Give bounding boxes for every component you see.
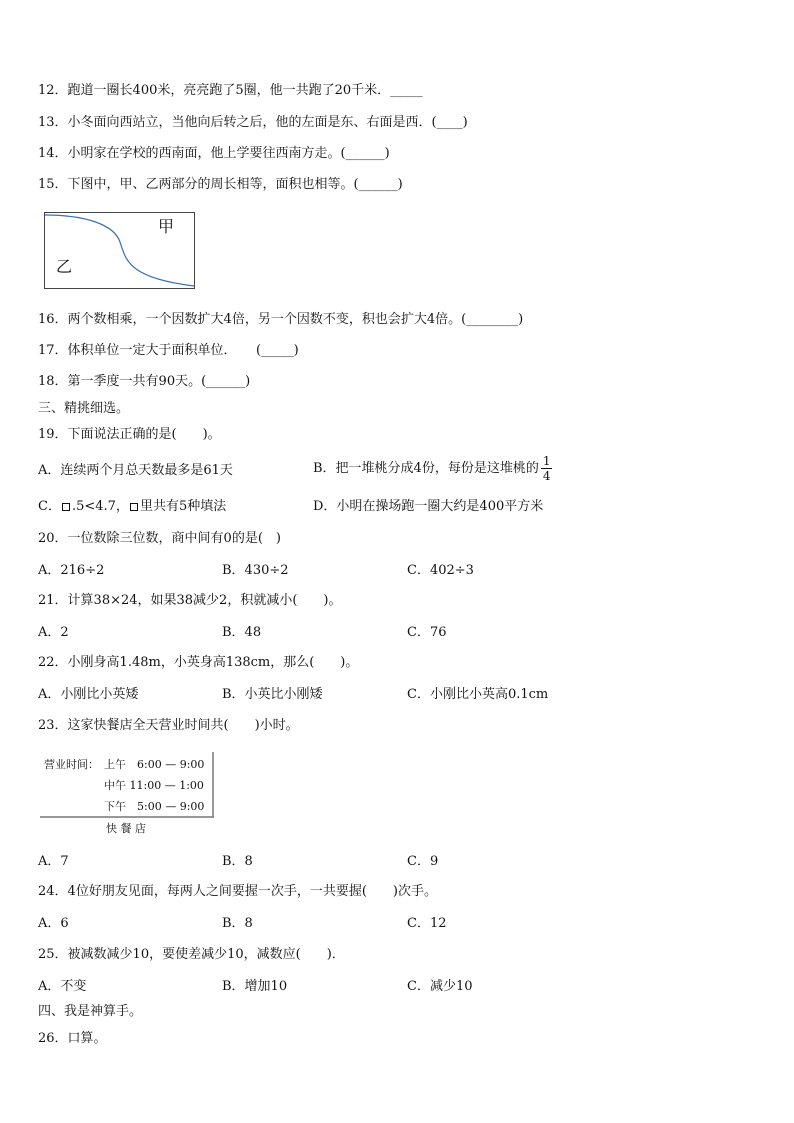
hours-heading: 营业时间： bbox=[44, 758, 99, 771]
sign-caption: 快 餐 店 bbox=[106, 822, 146, 835]
option-20a: A．216÷2 bbox=[38, 563, 105, 578]
hours-morning: 上午 6:00 — 9:00 bbox=[104, 758, 205, 771]
question-13: 13．小冬面向西站立，当他向后转之后，他的左面是东、右面是西．(____) bbox=[38, 115, 468, 130]
option-23b: B．8 bbox=[222, 854, 253, 869]
option-24c: C．12 bbox=[407, 916, 447, 931]
option-22a: A．小刚比小英矮 bbox=[38, 687, 139, 702]
option-24b: B．8 bbox=[222, 916, 253, 931]
option-21a: A．2 bbox=[38, 625, 69, 640]
fraction-numerator: 1 bbox=[542, 454, 551, 468]
option-19b-text: B．把一堆桃分成4份，每份是这堆桃的 bbox=[313, 461, 539, 476]
question-18: 18．第一季度一共有90天。(______) bbox=[38, 374, 251, 389]
option-23a: A．7 bbox=[38, 854, 69, 869]
option-21c: C．76 bbox=[407, 625, 447, 640]
section-3-heading: 三、精挑细选。 bbox=[38, 401, 130, 416]
question-22: 22．小刚身高1.48m，小英身高138cm，那么( )。 bbox=[38, 655, 359, 670]
option-25b: B．增加10 bbox=[222, 979, 288, 994]
option-19d: D．小明在操场跑一圈大约是400平方米 bbox=[313, 499, 544, 514]
hours-noon: 中午 11:00 — 1:00 bbox=[104, 779, 204, 792]
option-25a: A．不变 bbox=[38, 979, 87, 994]
question-23: 23．这家快餐店全天营业时间共( )小时。 bbox=[38, 718, 299, 733]
question-14: 14．小明家在学校的西南面，他上学要往西南方走。(______) bbox=[38, 146, 390, 161]
label-jia: 甲 bbox=[158, 217, 175, 236]
option-24a: A．6 bbox=[38, 916, 69, 931]
question-19: 19．下面说法正确的是( )。 bbox=[38, 427, 221, 442]
option-19a: A．连续两个月总天数最多是61天 bbox=[38, 463, 233, 478]
option-19c-inequality: .5<4.7， bbox=[71, 499, 129, 514]
option-21b: B．48 bbox=[222, 625, 262, 640]
fraction-one-quarter bbox=[541, 454, 553, 483]
figure-business-hours-sign bbox=[38, 752, 218, 840]
question-17: 17．体积单位一定大于面积单位． (_____) bbox=[38, 343, 299, 358]
option-19c-prefix: C． bbox=[38, 499, 61, 514]
label-yi: 乙 bbox=[56, 257, 73, 276]
option-20b: B．430÷2 bbox=[222, 563, 289, 578]
question-21: 21．计算38×24，如果38减少2，积就减小( )。 bbox=[38, 593, 342, 608]
hours-evening: 下午 5:00 — 9:00 bbox=[104, 800, 205, 813]
question-24: 24．4位好朋友见面，每两人之间要握一次手，一共要握( )次手。 bbox=[38, 884, 437, 899]
option-23c: C．9 bbox=[407, 854, 439, 869]
option-19c-suffix: 里共有5种填法 bbox=[139, 499, 227, 514]
question-16: 16．两个数相乘，一个因数扩大4倍，另一个因数不变，积也会扩大4倍。(________) bbox=[38, 312, 524, 327]
question-20: 20．一位数除三位数，商中间有0的是( ) bbox=[38, 531, 281, 546]
blank-box-icon bbox=[62, 503, 70, 511]
section-4-heading: 四、我是神算手。 bbox=[38, 1004, 143, 1019]
question-25: 25．被减数减少10，要使差减少10，减数应( )． bbox=[38, 947, 345, 962]
option-25c: C．减少10 bbox=[407, 979, 473, 994]
question-26: 26．口算。 bbox=[38, 1031, 107, 1046]
option-22c: C．小刚比小英高0.1cm bbox=[407, 687, 549, 702]
question-15: 15．下图中，甲、乙两部分的周长相等，面积也相等。(______) bbox=[38, 177, 403, 192]
option-22b: B．小英比小刚矮 bbox=[222, 687, 323, 702]
question-12: 12．跑道一圈长400米，亮亮跑了5圈，他一共跑了20千米．_____ bbox=[38, 83, 423, 98]
option-20c: C．402÷3 bbox=[407, 563, 474, 578]
option-19c bbox=[38, 498, 226, 516]
option-19b bbox=[313, 454, 552, 483]
figure-jia-yi-rectangle bbox=[44, 212, 195, 289]
fraction-denominator: 4 bbox=[542, 469, 551, 483]
blank-box-icon bbox=[130, 503, 138, 511]
